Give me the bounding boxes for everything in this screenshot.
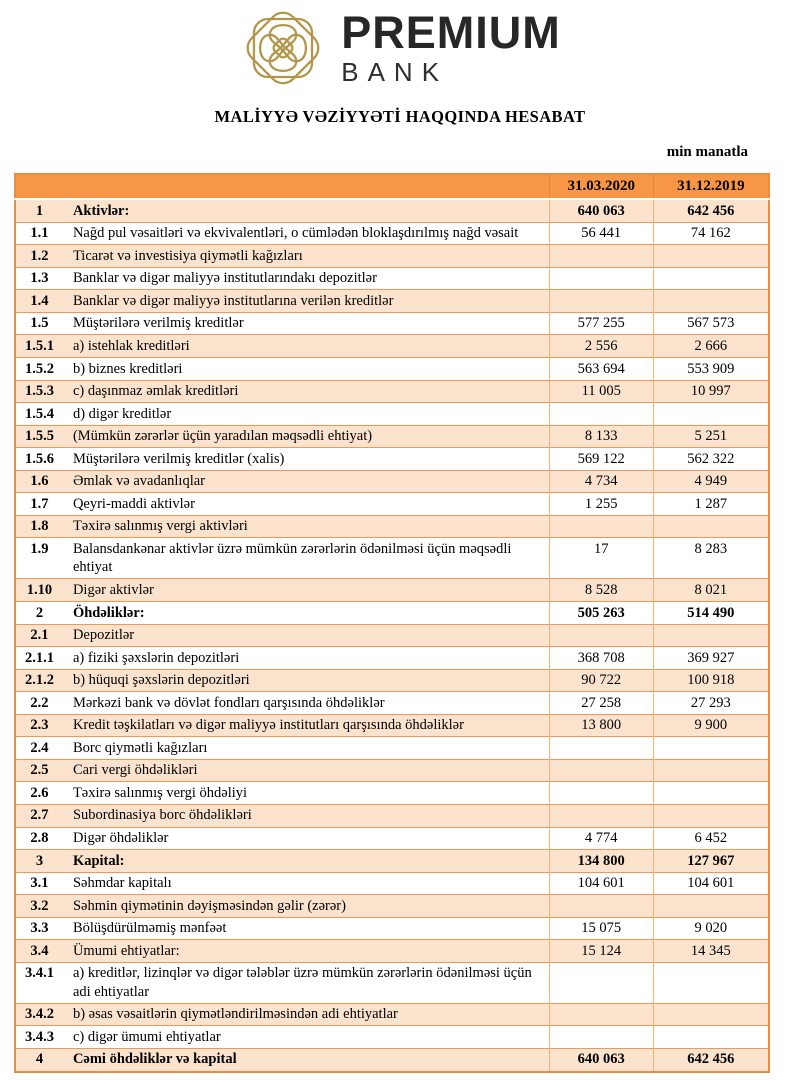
row-no: 1.10 (15, 579, 63, 602)
row-label: Təxirə salınmış vergi öhdəliyi (63, 782, 549, 805)
row-value-2020 (549, 515, 653, 538)
table-row (15, 962, 769, 1003)
row-label: Ticarət və investisiya qiymətli kağızları (63, 245, 549, 268)
row-value-2020 (549, 1003, 653, 1026)
row-value-2019 (653, 782, 769, 805)
logo-knot-icon (239, 4, 327, 92)
row-value-2019 (653, 804, 769, 827)
column-header-2019: 31.12.2019 (653, 174, 769, 199)
row-value-2020 (549, 267, 653, 290)
row-value-2019 (653, 1003, 769, 1026)
row-label: Subordinasiya borc öhdəlikləri (63, 804, 549, 827)
table-row (15, 245, 769, 268)
row-no: 2.2 (15, 692, 63, 715)
row-value-2019: 642 456 (653, 1048, 769, 1071)
table-row (15, 579, 769, 602)
row-label: b) hüquqi şəxslərin depozitləri (63, 669, 549, 692)
table-row (15, 759, 769, 782)
row-label: Səhmin qiymətinin dəyişməsindən gəlir (zərər) (63, 895, 549, 918)
row-value-2019: 9 020 (653, 917, 769, 940)
row-value-2019: 9 900 (653, 714, 769, 737)
brand-name: PREMIUM (341, 6, 561, 58)
row-no: 2.1.2 (15, 669, 63, 692)
row-value-2020 (549, 1026, 653, 1049)
row-value-2020 (549, 782, 653, 805)
row-no: 2.1.1 (15, 647, 63, 670)
row-label: Kredit təşkilatları və digər maliyyə institutları qarşısında öhdəliklər (63, 714, 549, 737)
table-row (15, 602, 769, 625)
row-label: c) digər ümumi ehtiyatlar (63, 1026, 549, 1049)
row-value-2020 (549, 759, 653, 782)
row-value-2019 (653, 1026, 769, 1049)
table-row (15, 895, 769, 918)
row-label: c) daşınmaz əmlak kreditləri (63, 380, 549, 403)
row-label: Qeyri-maddi aktivlər (63, 493, 549, 516)
row-value-2019: 27 293 (653, 692, 769, 715)
row-label: Müştərilərə verilmiş kreditlər (xalis) (63, 448, 549, 471)
row-value-2019: 104 601 (653, 872, 769, 895)
row-value-2020: 368 708 (549, 647, 653, 670)
row-value-2020: 27 258 (549, 692, 653, 715)
row-label: Cəmi öhdəliklər və kapital (63, 1048, 549, 1071)
row-value-2019: 1 287 (653, 493, 769, 516)
row-no: 1.5.2 (15, 358, 63, 381)
row-no: 4 (15, 1048, 63, 1071)
table-row (15, 1003, 769, 1026)
row-no: 1 (15, 199, 63, 222)
table-row (15, 267, 769, 290)
table-row (15, 358, 769, 381)
row-no: 3.4.2 (15, 1003, 63, 1026)
row-label: Nağd pul vəsaitləri və ekvivalentləri, o cümlədən bloklaşdırılmış nağd vəsait (63, 222, 549, 245)
table-row (15, 403, 769, 426)
table-header-row (15, 174, 769, 199)
row-value-2020 (549, 804, 653, 827)
row-value-2020 (549, 290, 653, 313)
row-value-2019: 6 452 (653, 827, 769, 850)
table-row (15, 669, 769, 692)
table-row (15, 222, 769, 245)
row-value-2019 (653, 962, 769, 1003)
row-label: Banklar və digər maliyyə institutlarına verilən kreditlər (63, 290, 549, 313)
row-no: 3.1 (15, 872, 63, 895)
row-label: Depozitlər (63, 624, 549, 647)
table-row (15, 335, 769, 358)
row-no: 1.4 (15, 290, 63, 313)
row-value-2020: 8 528 (549, 579, 653, 602)
bank-brand-text (341, 6, 561, 87)
row-no: 2.3 (15, 714, 63, 737)
table-row (15, 624, 769, 647)
row-no: 2.7 (15, 804, 63, 827)
row-no: 1.6 (15, 470, 63, 493)
row-value-2019: 14 345 (653, 940, 769, 963)
row-label: Cari vergi öhdəlikləri (63, 759, 549, 782)
page-title: MALİYYƏ VƏZİYYƏTİ HAQQINDA HESABAT (214, 107, 586, 126)
row-label: b) əsas vəsaitlərin qiymətləndirilməsindən adi ehtiyatlar (63, 1003, 549, 1026)
row-value-2020: 640 063 (549, 199, 653, 222)
row-no: 2.8 (15, 827, 63, 850)
table-row (15, 380, 769, 403)
table-row (15, 804, 769, 827)
table-row (15, 872, 769, 895)
row-value-2020 (549, 403, 653, 426)
table-row (15, 850, 769, 873)
row-no: 3.4.3 (15, 1026, 63, 1049)
row-value-2020: 13 800 (549, 714, 653, 737)
row-value-2019: 127 967 (653, 850, 769, 873)
row-label: Digər aktivlər (63, 579, 549, 602)
row-no: 1.5.4 (15, 403, 63, 426)
table-row (15, 538, 769, 579)
row-value-2019: 514 490 (653, 602, 769, 625)
row-no: 1.3 (15, 267, 63, 290)
row-value-2019: 4 949 (653, 470, 769, 493)
row-value-2020: 4 774 (549, 827, 653, 850)
table-row (15, 199, 769, 222)
table-row (15, 448, 769, 471)
row-no: 2.1 (15, 624, 63, 647)
row-value-2020: 4 734 (549, 470, 653, 493)
row-value-2020: 2 556 (549, 335, 653, 358)
row-label: Banklar və digər maliyyə institutlarındakı depozitlər (63, 267, 549, 290)
table-row (15, 493, 769, 516)
row-value-2020: 505 263 (549, 602, 653, 625)
row-value-2020: 569 122 (549, 448, 653, 471)
table-row (15, 917, 769, 940)
row-label: (Mümkün zərərlər üçün yaradılan məqsədli ehtiyat) (63, 425, 549, 448)
row-value-2020: 104 601 (549, 872, 653, 895)
row-no: 1.5.5 (15, 425, 63, 448)
row-value-2020: 134 800 (549, 850, 653, 873)
row-value-2019 (653, 267, 769, 290)
table-row (15, 647, 769, 670)
row-no: 2.5 (15, 759, 63, 782)
row-label: a) kreditlər, lizinqlər və digər tələblər üzrə mümkün zərərlərin ödənilməsi üçün adi ehtiyatlar (63, 962, 549, 1003)
row-label: Əmlak və avadanlıqlar (63, 470, 549, 493)
row-value-2019: 8 021 (653, 579, 769, 602)
row-no: 3 (15, 850, 63, 873)
table-row (15, 692, 769, 715)
row-no: 2 (15, 602, 63, 625)
row-label: Kapital: (63, 850, 549, 873)
row-value-2020: 90 722 (549, 669, 653, 692)
row-value-2019: 369 927 (653, 647, 769, 670)
row-value-2020 (549, 624, 653, 647)
row-value-2020: 15 124 (549, 940, 653, 963)
row-label: Ümumi ehtiyatlar: (63, 940, 549, 963)
row-no: 1.5.3 (15, 380, 63, 403)
row-label: Mərkəzi bank və dövlət fondları qarşısında öhdəliklər (63, 692, 549, 715)
row-value-2019 (653, 403, 769, 426)
table-row (15, 515, 769, 538)
row-no: 1.5 (15, 312, 63, 335)
financial-position-table (14, 173, 770, 1073)
row-value-2019: 10 997 (653, 380, 769, 403)
row-label: a) istehlak kreditləri (63, 335, 549, 358)
table-row (15, 940, 769, 963)
table-body (15, 199, 769, 1071)
row-label: Bölüşdürülməmiş mənfəət (63, 917, 549, 940)
row-label: Öhdəliklər: (63, 602, 549, 625)
row-label: Müştərilərə verilmiş kreditlər (63, 312, 549, 335)
table-row (15, 290, 769, 313)
row-value-2020: 15 075 (549, 917, 653, 940)
row-no: 1.5.1 (15, 335, 63, 358)
header-empty-cell (15, 174, 549, 199)
row-no: 3.2 (15, 895, 63, 918)
row-value-2020: 1 255 (549, 493, 653, 516)
table-row (15, 312, 769, 335)
row-value-2020: 56 441 (549, 222, 653, 245)
row-no: 1.7 (15, 493, 63, 516)
row-value-2019: 642 456 (653, 199, 769, 222)
row-no: 1.2 (15, 245, 63, 268)
table-row (15, 714, 769, 737)
row-no: 1.5.6 (15, 448, 63, 471)
row-value-2020 (549, 737, 653, 760)
row-value-2020 (549, 895, 653, 918)
row-label: Səhmdar kapitalı (63, 872, 549, 895)
row-value-2020 (549, 245, 653, 268)
table-row (15, 827, 769, 850)
row-value-2019 (653, 515, 769, 538)
row-value-2020: 577 255 (549, 312, 653, 335)
row-no: 3.4 (15, 940, 63, 963)
row-value-2019 (653, 290, 769, 313)
row-value-2019: 553 909 (653, 358, 769, 381)
row-value-2019: 100 918 (653, 669, 769, 692)
row-label: Borc qiymətli kağızları (63, 737, 549, 760)
table-row (15, 425, 769, 448)
row-no: 2.6 (15, 782, 63, 805)
row-value-2020: 11 005 (549, 380, 653, 403)
row-label: Aktivlər: (63, 199, 549, 222)
row-no: 3.4.1 (15, 962, 63, 1003)
table-row (15, 470, 769, 493)
row-label: Təxirə salınmış vergi aktivləri (63, 515, 549, 538)
bank-logo (0, 0, 800, 92)
row-value-2020: 640 063 (549, 1048, 653, 1071)
table-row (15, 1048, 769, 1071)
table-row (15, 782, 769, 805)
row-value-2019: 74 162 (653, 222, 769, 245)
row-value-2019 (653, 759, 769, 782)
row-value-2019 (653, 245, 769, 268)
row-value-2019 (653, 624, 769, 647)
row-label: Digər öhdəliklər (63, 827, 549, 850)
row-label: Balansdankənar aktivlər üzrə mümkün zərərlərin ödənilməsi üçün məqsədli ehtiyat (63, 538, 549, 579)
row-no: 1.1 (15, 222, 63, 245)
unit-note: min manatla (666, 144, 748, 160)
row-no: 3.3 (15, 917, 63, 940)
row-label: b) biznes kreditləri (63, 358, 549, 381)
row-value-2020: 8 133 (549, 425, 653, 448)
row-value-2020 (549, 962, 653, 1003)
brand-subname: BANK (341, 56, 449, 87)
row-value-2019: 562 322 (653, 448, 769, 471)
row-label: d) digər kreditlər (63, 403, 549, 426)
row-value-2019 (653, 737, 769, 760)
row-value-2019: 5 251 (653, 425, 769, 448)
table-row (15, 737, 769, 760)
row-no: 1.8 (15, 515, 63, 538)
column-header-2020: 31.03.2020 (549, 174, 653, 199)
table-row (15, 1026, 769, 1049)
row-value-2020: 563 694 (549, 358, 653, 381)
row-value-2019: 2 666 (653, 335, 769, 358)
row-no: 1.9 (15, 538, 63, 579)
row-value-2019: 567 573 (653, 312, 769, 335)
row-no: 2.4 (15, 737, 63, 760)
row-value-2019 (653, 895, 769, 918)
row-value-2019: 8 283 (653, 538, 769, 579)
row-label: a) fiziki şəxslərin depozitləri (63, 647, 549, 670)
row-value-2020: 17 (549, 538, 653, 579)
